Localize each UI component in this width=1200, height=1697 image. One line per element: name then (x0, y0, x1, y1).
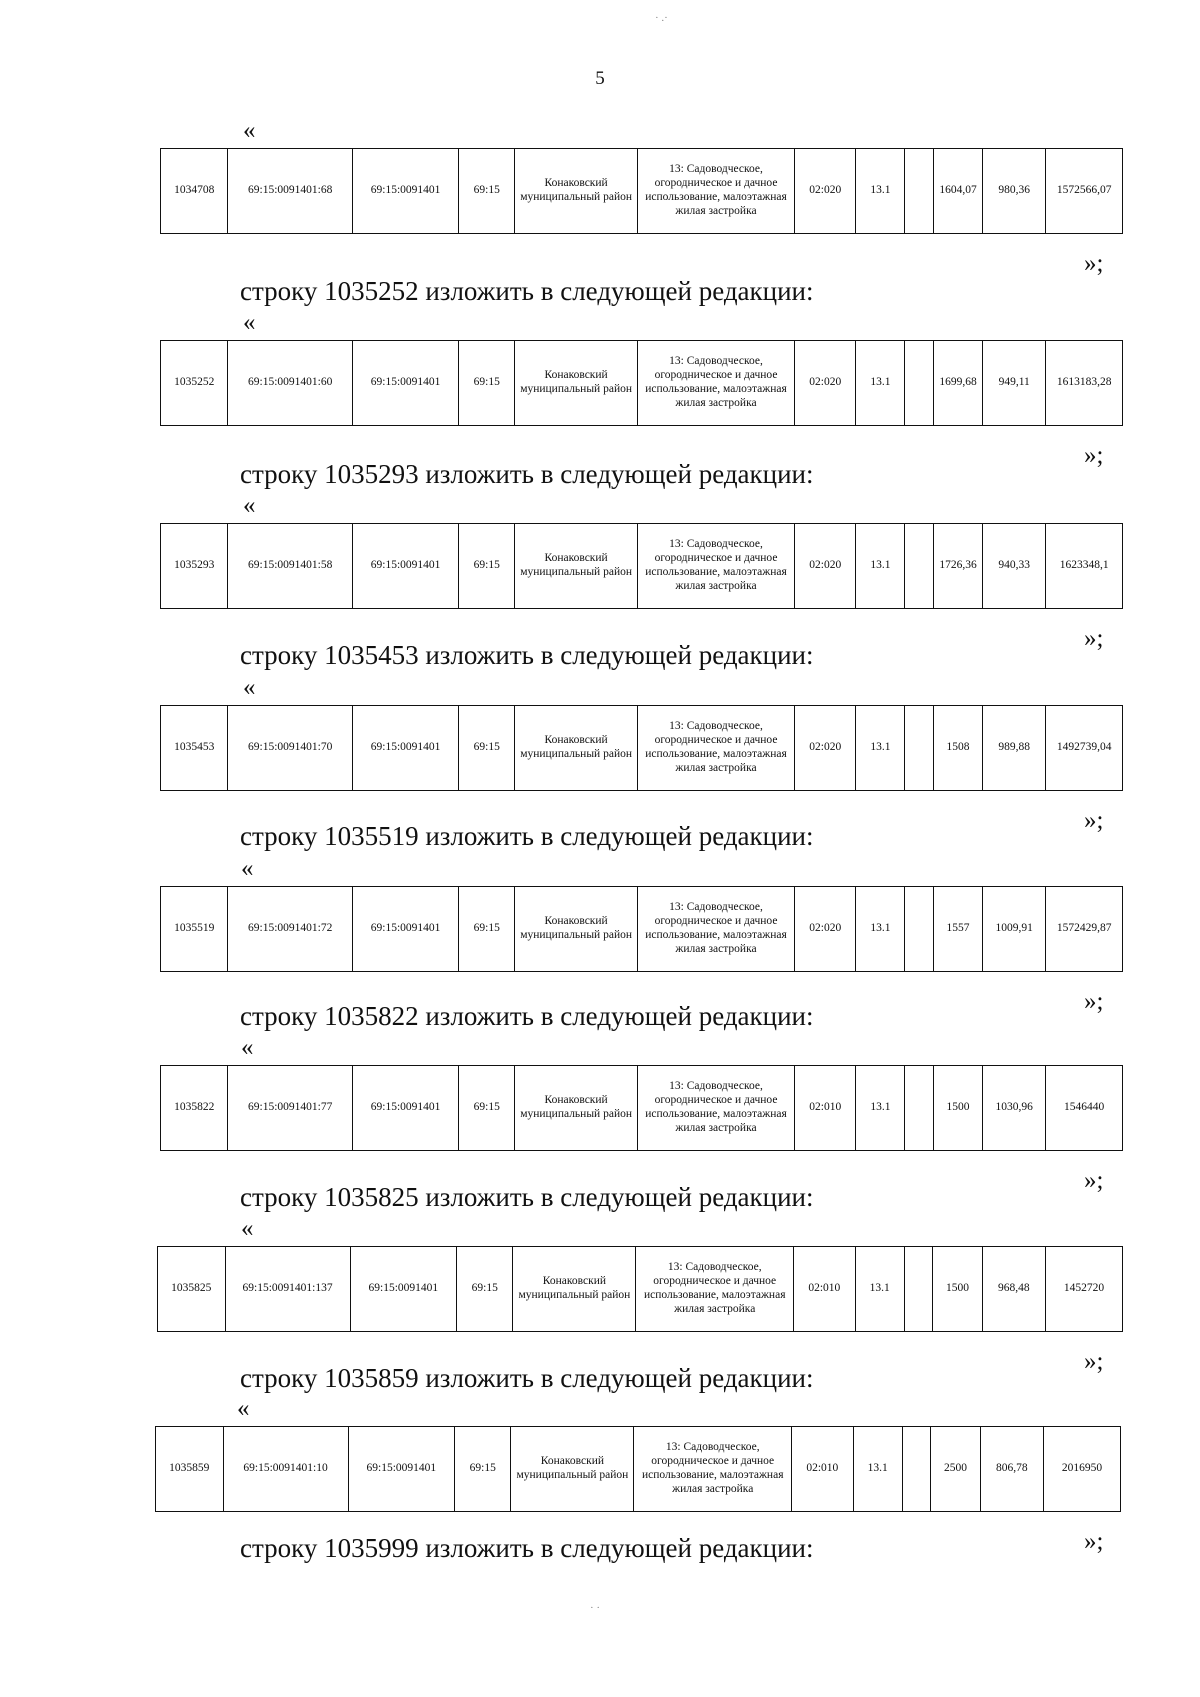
cell-district: Конаковский муниципальный район (515, 149, 638, 234)
cell-district-code: 69:15 (459, 341, 515, 426)
cell-cadastral-value: 1492739,04 (1046, 706, 1123, 791)
opening-quote: « (243, 492, 256, 519)
cell-zone: 02:010 (795, 1066, 856, 1151)
data-table (160, 1065, 1123, 1151)
cell-district: Конаковский муниципальный район (515, 706, 638, 791)
cell-group: 13.1 (856, 706, 905, 791)
scan-speck: · .· (655, 12, 668, 24)
opening-quote: « (241, 1034, 254, 1061)
closing-quote: »; (1084, 1167, 1104, 1194)
cell-empty (905, 341, 934, 426)
cell-specific-value: 949,11 (983, 341, 1046, 426)
opening-quote: « (243, 674, 256, 701)
cell-row-number: 1035293 (161, 524, 228, 609)
cell-group: 13.1 (856, 524, 905, 609)
cell-row-number: 1035252 (161, 341, 228, 426)
cell-area: 1508 (934, 706, 983, 791)
cell-cadastral-quarter: 69:15:0091401 (348, 1427, 455, 1512)
cell-specific-value: 989,88 (983, 706, 1046, 791)
data-table (160, 886, 1123, 972)
page-number: 5 (595, 68, 605, 89)
cell-row-number: 1035825 (158, 1247, 226, 1332)
cell-cadastral-quarter: 69:15:0091401 (352, 887, 458, 972)
cell-land-use: 13: Садоводческое, огородническое и дачное использование, малоэтажная жилая застройка (637, 1066, 794, 1151)
cell-cadastral-number: 69:15:0091401:72 (228, 887, 353, 972)
opening-quote: « (237, 1395, 250, 1422)
instruction-line: строку 1035453 изложить в следующей редакции: (240, 640, 814, 670)
cell-zone: 02:020 (795, 149, 856, 234)
cell-land-use: 13: Садоводческое, огородническое и дачное использование, малоэтажная жилая застройка (634, 1427, 792, 1512)
cell-cadastral-number: 69:15:0091401:58 (228, 524, 353, 609)
table-row (161, 706, 1123, 791)
cell-specific-value: 968,48 (982, 1247, 1046, 1332)
cell-specific-value: 940,33 (983, 524, 1046, 609)
cell-cadastral-value: 1623348,1 (1046, 524, 1123, 609)
cell-district-code: 69:15 (459, 1066, 515, 1151)
cell-specific-value: 1009,91 (983, 887, 1046, 972)
cell-group: 13.1 (856, 149, 905, 234)
cell-cadastral-number: 69:15:0091401:68 (228, 149, 353, 234)
cell-cadastral-number: 69:15:0091401:60 (228, 341, 353, 426)
cell-district-code: 69:15 (459, 149, 515, 234)
cell-specific-value: 980,36 (983, 149, 1046, 234)
cell-area: 1500 (934, 1066, 983, 1151)
closing-quote: »; (1084, 250, 1104, 277)
cell-empty (905, 887, 934, 972)
cell-cadastral-value: 1572566,07 (1046, 149, 1123, 234)
data-table (160, 148, 1123, 234)
cell-district-code: 69:15 (459, 887, 515, 972)
instruction-line: строку 1035293 изложить в следующей редакции: (240, 459, 814, 489)
cell-area: 1557 (934, 887, 983, 972)
data-table (160, 705, 1123, 791)
cell-area: 1604,07 (934, 149, 983, 234)
cell-zone: 02:020 (795, 524, 856, 609)
data-table (160, 340, 1123, 426)
data-table (160, 523, 1123, 609)
cell-empty (902, 1427, 931, 1512)
cell-cadastral-number: 69:15:0091401:70 (228, 706, 353, 791)
table-row (161, 524, 1123, 609)
cell-district: Конаковский муниципальный район (515, 341, 638, 426)
data-table (157, 1246, 1123, 1332)
cell-cadastral-value: 1546440 (1046, 1066, 1123, 1151)
cell-specific-value: 806,78 (980, 1427, 1044, 1512)
cell-district-code: 69:15 (455, 1427, 511, 1512)
instruction-line: строку 1035999 изложить в следующей редакции: (240, 1533, 814, 1563)
table-row (161, 1066, 1123, 1151)
cell-empty (904, 1247, 933, 1332)
cell-land-use: 13: Садоводческое, огородническое и дачное использование, малоэтажная жилая застройка (637, 887, 794, 972)
opening-quote: « (241, 855, 254, 882)
cell-row-number: 1035519 (161, 887, 228, 972)
closing-quote: »; (1084, 625, 1104, 652)
cell-cadastral-number: 69:15:0091401:77 (228, 1066, 353, 1151)
cell-group: 13.1 (856, 887, 905, 972)
cell-land-use: 13: Садоводческое, огородническое и дачное использование, малоэтажная жилая застройка (637, 706, 794, 791)
closing-quote: »; (1084, 807, 1104, 834)
closing-quote: »; (1084, 1528, 1104, 1555)
cell-cadastral-quarter: 69:15:0091401 (352, 1066, 458, 1151)
table-row (161, 887, 1123, 972)
instruction-line: строку 1035822 изложить в следующей редакции: (240, 1001, 814, 1031)
instruction-line: строку 1035519 изложить в следующей редакции: (240, 821, 814, 851)
data-table (155, 1426, 1121, 1512)
instruction-line: строку 1035859 изложить в следующей редакции: (240, 1363, 814, 1393)
instruction-line: строку 1035825 изложить в следующей редакции: (240, 1182, 814, 1212)
cell-specific-value: 1030,96 (983, 1066, 1046, 1151)
cell-row-number: 1035822 (161, 1066, 228, 1151)
cell-district-code: 69:15 (459, 524, 515, 609)
cell-group: 13.1 (856, 341, 905, 426)
cell-district: Конаковский муниципальный район (515, 524, 638, 609)
cell-zone: 02:020 (795, 341, 856, 426)
opening-quote: « (243, 117, 256, 144)
cell-empty (905, 706, 934, 791)
cell-zone: 02:020 (795, 887, 856, 972)
cell-cadastral-quarter: 69:15:0091401 (352, 341, 458, 426)
cell-zone: 02:010 (794, 1247, 855, 1332)
table-row (161, 149, 1123, 234)
cell-group: 13.1 (856, 1066, 905, 1151)
instruction-line: строку 1035252 изложить в следующей редакции: (240, 276, 814, 306)
cell-cadastral-quarter: 69:15:0091401 (352, 706, 458, 791)
cell-land-use: 13: Садоводческое, огородническое и дачное использование, малоэтажная жилая застройка (637, 149, 794, 234)
cell-cadastral-quarter: 69:15:0091401 (352, 149, 458, 234)
cell-cadastral-value: 2016950 (1044, 1427, 1121, 1512)
cell-empty (905, 524, 934, 609)
cell-zone: 02:010 (792, 1427, 853, 1512)
scan-speck: · · (590, 1602, 601, 1614)
cell-empty (905, 149, 934, 234)
cell-cadastral-number: 69:15:0091401:137 (225, 1247, 350, 1332)
cell-row-number: 1034708 (161, 149, 228, 234)
cell-cadastral-value: 1613183,28 (1046, 341, 1123, 426)
cell-cadastral-quarter: 69:15:0091401 (352, 524, 458, 609)
table-row (156, 1427, 1121, 1512)
cell-district-code: 69:15 (459, 706, 515, 791)
cell-group: 13.1 (853, 1427, 902, 1512)
cell-area: 2500 (931, 1427, 980, 1512)
cell-area: 1500 (933, 1247, 982, 1332)
cell-group: 13.1 (855, 1247, 904, 1332)
cell-cadastral-quarter: 69:15:0091401 (350, 1247, 457, 1332)
cell-district-code: 69:15 (457, 1247, 513, 1332)
cell-land-use: 13: Садоводческое, огородническое и дачное использование, малоэтажная жилая застройка (637, 341, 794, 426)
cell-empty (905, 1066, 934, 1151)
cell-row-number: 1035453 (161, 706, 228, 791)
cell-district: Конаковский муниципальный район (513, 1247, 636, 1332)
opening-quote: « (241, 1215, 254, 1242)
closing-quote: »; (1084, 442, 1104, 469)
cell-land-use: 13: Садоводческое, огородническое и дачное использование, малоэтажная жилая застройка (637, 524, 794, 609)
cell-cadastral-value: 1572429,87 (1046, 887, 1123, 972)
closing-quote: »; (1084, 988, 1104, 1015)
cell-land-use: 13: Садоводческое, огородническое и дачное использование, малоэтажная жилая застройка (636, 1247, 794, 1332)
table-row (158, 1247, 1123, 1332)
cell-district: Конаковский муниципальный район (511, 1427, 634, 1512)
cell-row-number: 1035859 (156, 1427, 224, 1512)
cell-district: Конаковский муниципальный район (515, 1066, 638, 1151)
cell-area: 1726,36 (934, 524, 983, 609)
cell-area: 1699,68 (934, 341, 983, 426)
opening-quote: « (243, 309, 256, 336)
cell-district: Конаковский муниципальный район (515, 887, 638, 972)
cell-cadastral-value: 1452720 (1046, 1247, 1123, 1332)
table-row (161, 341, 1123, 426)
cell-zone: 02:020 (795, 706, 856, 791)
closing-quote: »; (1084, 1348, 1104, 1375)
cell-cadastral-number: 69:15:0091401:10 (223, 1427, 348, 1512)
